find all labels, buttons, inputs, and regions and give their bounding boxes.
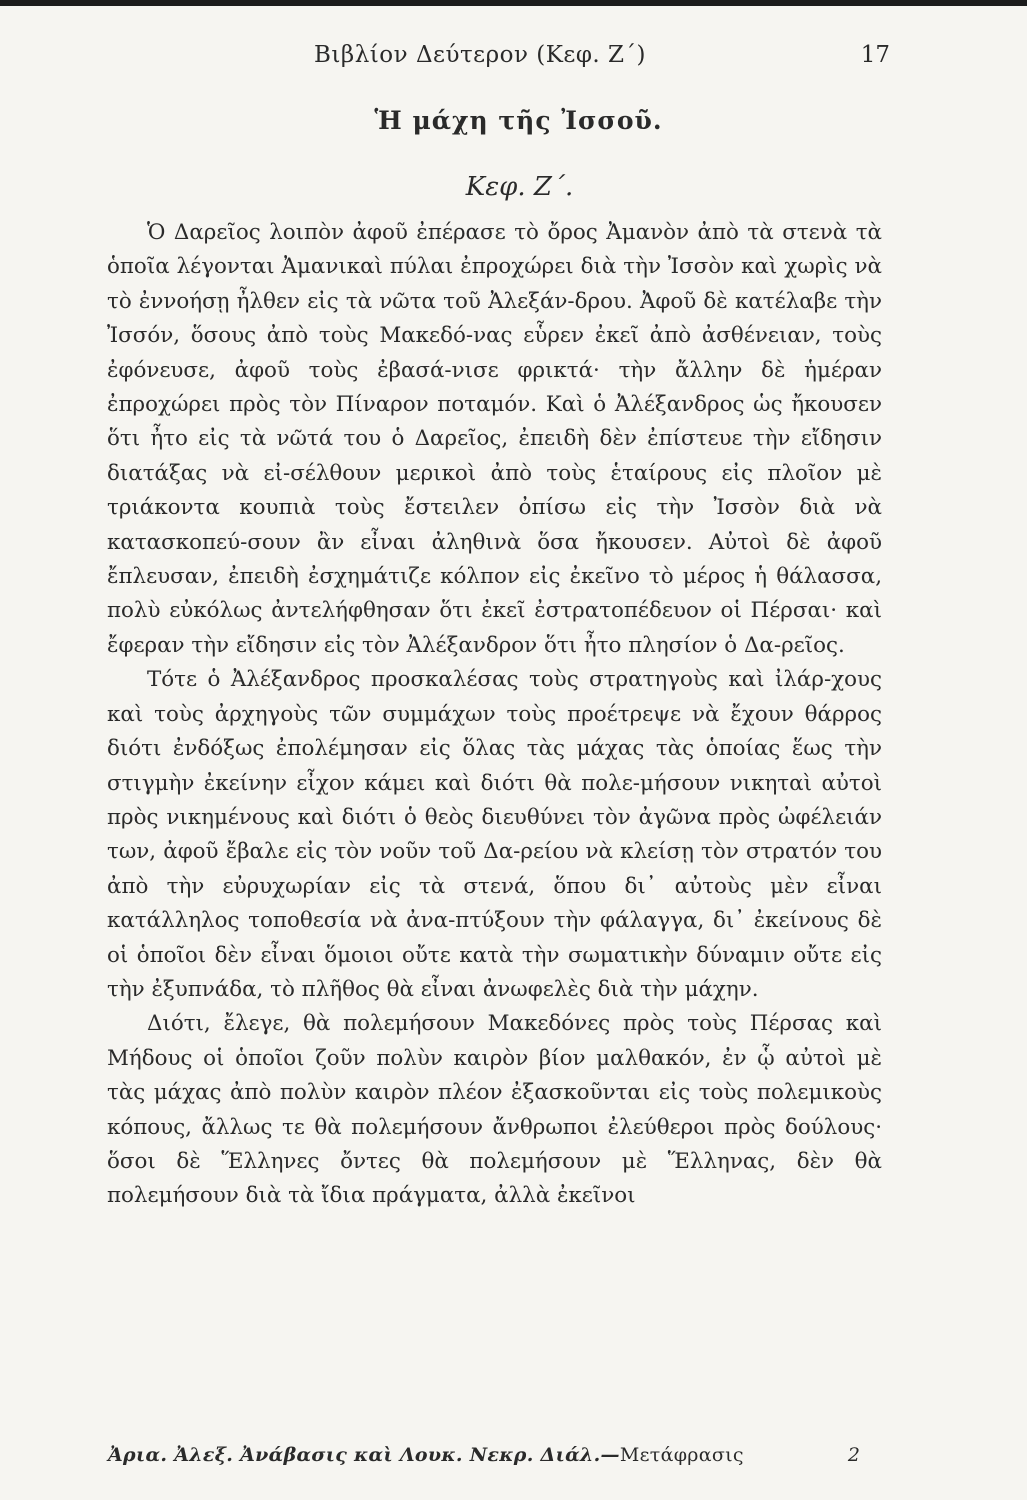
footer-citation [108,1444,744,1466]
page-number: 17 [860,42,890,68]
chapter-title: Ἡ μάχη τῆς Ἰσσοῦ. [374,106,663,135]
scan-border [0,0,1027,6]
running-head: Βιβλίον Δεύτερον (Κεφ. Ζ΄) [314,42,647,68]
signature-mark: 2 [847,1444,860,1466]
footer-citation-text: Ἀρια. Ἀλεξ. Ἀνάβασις καὶ Λουκ. Νεκρ. Διάλ.— [108,1444,620,1466]
paragraph: Τότε ὁ Ἀλέξανδρος προσκαλέσας τοὺς στρατηγοὺς καὶ ἰλάρ-χους καὶ τοὺς ἀρχηγοὺς τῶν συμμάχων τοὺς προέτρεψε νὰ ἔχουν θάρρος διότι ἐνδόξως ἐπολέμησαν εἰς ὅλας τὰς μάχας τὰς ὁποίας ἕως τὴν στιγμὴν ἐκείνην εἶχον κάμει καὶ διότι θὰ πολε-μήσουν νικηταὶ αὐτοὶ πρὸς νικημένους καὶ διότι ὁ θεὸς διευθύνει τὸν ἀγῶνα πρὸς ὠφέλειάν των, ἀφοῦ ἔβαλε εἰς τὸν νοῦν τοῦ Δα-ρείου νὰ κλείσῃ τὸν στρατόν του ἀπὸ τὴν εὐρυχωρίαν εἰς τὰ στενά, ὅπου δι᾽ αὐτοὺς μὲν εἶναι κατάλληλος τοποθεσία νὰ ἀνα-πτύξουν τὴν φάλαγγα, δι᾽ ἐκείνους δὲ οἱ ὁποῖοι δὲν εἶναι ὅμοιοι οὔτε κατὰ τὴν σωματικὴν δύναμιν οὔτε εἰς τὴν ἐξυπνάδα, τὸ πλῆθος θὰ εἶναι ἀνωφελὲς διὰ τὴν μάχην. [107,667,882,1002]
page-header [100,42,890,82]
page-footer [108,1444,860,1478]
footer-translation: Μετάφρασις [619,1444,744,1466]
chapter-subtitle: Κεφ. Ζ΄. [465,172,574,202]
body-text [107,216,882,1214]
paragraph: Ὁ Δαρεῖος λοιπὸν ἀφοῦ ἐπέρασε τὸ ὄρος Ἀμανὸν ἀπὸ τὰ στενὰ τὰ ὁποῖα λέγονται Ἀμανικαὶ πύλαι ἐπροχώρει διὰ τὴν Ἰσσὸν καὶ χωρὶς νὰ τὸ ἐννοήσῃ ἦλθεν εἰς τὰ νῶτα τοῦ Ἀλεξάν-δρου. Ἀφοῦ δὲ κατέλαβε τὴν Ἰσσόν, ὅσους ἀπὸ τοὺς Μακεδό-νας εὗρεν ἐκεῖ ἀπὸ ἀσθένειαν, τοὺς ἐφόνευσε, ἀφοῦ τοὺς ἐβασά-νισε φρικτά· τὴν ἄλλην δὲ ἡμέραν ἐπροχώρει πρὸς τὸν Πίναρον ποταμόν. Καὶ ὁ Ἀλέξανδρος ὡς ἤκουσεν ὅτι ἦτο εἰς τὰ νῶτά του ὁ Δαρεῖος, ἐπειδὴ δὲν ἐπίστευε τὴν εἴδησιν διατάξας νὰ εἰ-σέλθουν μερικοὶ ἀπὸ τοὺς ἑταίρους εἰς πλοῖον μὲ τριάκοντα κουπιὰ τοὺς ἔστειλεν ὀπίσω εἰς τὴν Ἰσσὸν διὰ νὰ κατασκοπεύ-σουν ἂν εἶναι ἀληθινὰ ὅσα ἤκουσεν. Αὐτοὶ δὲ ἀφοῦ ἔπλευσαν, ἐπειδὴ ἐσχημάτιζε κόλπον εἰς ἐκεῖνο τὸ μέρος ἡ θάλασσα, πολὺ εὐκόλως ἀντελήφθησαν ὅτι ἐκεῖ ἐστρατοπέδευον οἱ Πέρσαι· καὶ ἔφεραν τὴν εἴδησιν εἰς τὸν Ἀλέξανδρον ὅτι ἦτο πλησίον ὁ Δα-ρεῖος. [107,220,882,658]
paragraph: Διότι, ἔλεγε, θὰ πολεμήσουν Μακεδόνες πρὸς τοὺς Πέρσας καὶ Μήδους οἱ ὁποῖοι ζοῦν πολὺν καιρὸν βίον μαλθακόν, ἐν ᾧ αὐτοὶ μὲ τὰς μάχας ἀπὸ πολὺν καιρὸν πλέον ἐξασκοῦνται εἰς τοὺς πολεμικοὺς κόπους, ἄλλως τε θὰ πολεμήσουν ἄνθρωποι ἐλεύθεροι πρὸς δούλους· ὅσοι δὲ Ἕλληνες ὄντες θὰ πολεμήσουν μὲ Ἕλληνας, δὲν θὰ πολεμήσουν διὰ τὰ ἴδια πράγματα, ἀλλὰ ἐκεῖνοι [107,1011,882,1209]
